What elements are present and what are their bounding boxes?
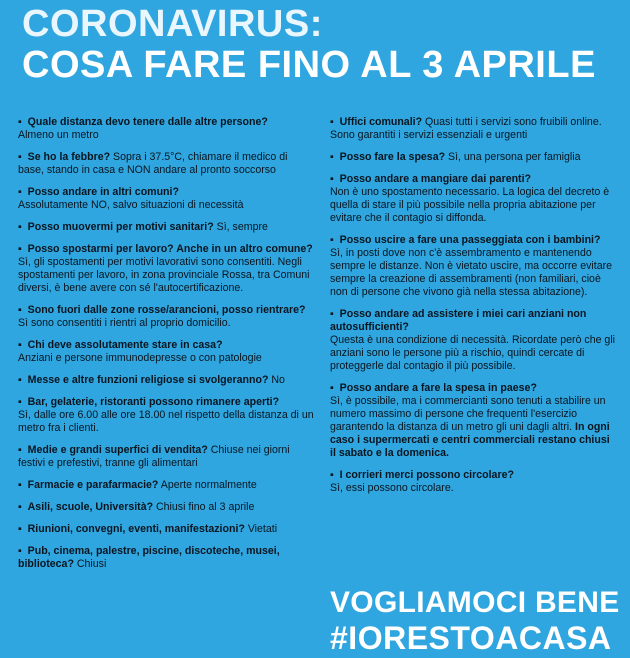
faq-item (18, 186, 314, 212)
faq-answer: Assolutamente NO, salvo situazioni di necessità (18, 199, 244, 211)
faq-answer: Chiuse nei giorni festivi e prefestivi, tranne gli alimentari (18, 444, 290, 469)
faq-question: ▪ Se ho la febbre? (18, 151, 110, 163)
faq-question: ▪ Messe e altre funzioni religiose si svolgeranno? (18, 374, 268, 386)
left-column (18, 116, 314, 580)
title-line-1: CORONAVIRUS: (22, 3, 323, 45)
hashtag: #IORESTOACASA (330, 620, 612, 656)
faq-item (18, 374, 314, 387)
faq-answer: Sì, in posti dove non c'è assembramento e mantenendo sempre le distanze. Non è vietato uscire, ma occorre evitare sempre la creazione di assembramenti (non familiari, cioè non di persone che vivono già nella stessa abitazione). (330, 247, 613, 298)
faq-item (18, 444, 314, 470)
faq-answer: Questa è una condizione di necessità. Ricordate però che gli anziani sono le persone più a rischio, quindi cercate di proteggerle dal contagio il più possibile. (330, 334, 616, 372)
faq-question: ▪ Posso spostarmi per lavoro? Anche in un altro comune? (18, 243, 313, 255)
faq-question: ▪ Quale distanza devo tenere dalle altre persone? (18, 116, 268, 128)
faq-item (18, 479, 314, 492)
faq-answer: Quasi tutti i servizi sono fruibili online. Sono garantiti i servizi essenziali e urgenti (330, 116, 602, 141)
faq-item (18, 523, 314, 536)
slogan-line-1: VOGLIAMOCI BENE (330, 586, 620, 619)
faq-question: ▪ Farmacie e parafarmacie? (18, 479, 158, 491)
faq-item (330, 234, 618, 299)
faq-answer: Non è uno spostamento necessario. La logica del decreto è quella di stare il più possibile nella propria abitazione per evitare che il contagio si diffonda. (330, 186, 610, 224)
faq-question: ▪ Bar, gelaterie, ristoranti possono rimanere aperti? (18, 396, 279, 408)
title-line-2: COSA FARE FINO AL 3 APRILE (22, 44, 596, 86)
faq-question: ▪ Posso fare la spesa? (330, 151, 445, 163)
faq-answer: Anziani e persone immunodepresse o con patologie (18, 352, 262, 364)
faq-question: ▪ Chi deve assolutamente stare in casa? (18, 339, 223, 351)
faq-answer: Sì, essi possono circolare. (330, 482, 454, 494)
faq-question: ▪ Posso muovermi per motivi sanitari? (18, 221, 214, 233)
faq-item (18, 501, 314, 514)
faq-question: ▪ Posso andare a fare la spesa in paese? (330, 382, 537, 394)
faq-question: ▪ Uffici comunali? (330, 116, 422, 128)
faq-item (330, 151, 618, 164)
faq-question: ▪ Asili, scuole, Università? (18, 501, 153, 513)
faq-answer: Sì, gli spostamenti per motivi lavorativi sono consentiti. Negli spostamenti per lavoro, in zona provinciale Rossa, tra Comuni diversi, è bene avere con sé l'autocertificazione. (18, 256, 310, 294)
faq-question: ▪ Medie e grandi superfici di vendita? (18, 444, 208, 456)
faq-answer: Sopra i 37.5°C, chiamare il medico di base, stando in casa e NON andare al pronto soccorso (18, 151, 288, 176)
faq-answer: Chiusi (76, 558, 107, 570)
faq-answer: Sì, una persona per famiglia (448, 151, 581, 163)
faq-question: ▪ Riunioni, convegni, eventi, manifestazioni? (18, 523, 245, 535)
faq-answer: No (271, 374, 285, 386)
faq-item (330, 469, 618, 495)
faq-item (18, 221, 314, 234)
faq-item (18, 116, 314, 142)
header (22, 4, 622, 86)
faq-answer: Almeno un metro (18, 129, 99, 141)
faq-item (18, 151, 314, 177)
right-column (330, 116, 618, 504)
faq-answer: Sì, dalle ore 6.00 alle ore 18.00 nel rispetto della distanza di un metro fra i clienti. (18, 409, 314, 434)
faq-question: ▪ Posso andare a mangiare dai parenti? (330, 173, 531, 185)
faq-question: ▪ Posso uscire a fare una passeggiata con i bambini? (330, 234, 600, 246)
faq-answer: Sì sono consentiti i rientri al proprio domicilio. (18, 317, 231, 329)
faq-answer: Aperte normalmente (160, 479, 257, 491)
faq-item (330, 308, 618, 373)
faq-item (330, 382, 618, 460)
faq-item (18, 304, 314, 330)
faq-question: ▪ I corrieri merci possono circolare? (330, 469, 514, 481)
faq-question: ▪ Pub, cinema, palestre, piscine, discoteche, musei, biblioteca? (18, 545, 280, 570)
faq-item (330, 173, 618, 225)
faq-question: ▪ Sono fuori dalle zone rosse/arancioni, posso rientrare? (18, 304, 306, 316)
faq-answer: Chiusi fino al 3 aprile (156, 501, 255, 513)
faq-answer-emphasis: In ogni caso i supermercati e centri commerciali restano chiusi il sabato e la domenica. (330, 421, 610, 459)
faq-answer: Sì, è possibile, ma i commercianti sono tenuti a stabilire un numero massimo di persone che frequenti l'esercizio garantendo la distanza di un metro gli uni dagli altri. (330, 395, 606, 433)
faq-answer: Vietati (247, 523, 278, 535)
faq-item (18, 339, 314, 365)
faq-question: ▪ Posso andare in altri comuni? (18, 186, 179, 198)
footer-slogan (330, 586, 620, 656)
faq-item (330, 116, 618, 142)
faq-answer: Sì, sempre (216, 221, 268, 233)
faq-item (18, 396, 314, 435)
faq-item (18, 243, 314, 295)
faq-question: ▪ Posso andare ad assistere i miei cari anziani non autosufficienti? (330, 308, 586, 333)
faq-item (18, 545, 314, 571)
